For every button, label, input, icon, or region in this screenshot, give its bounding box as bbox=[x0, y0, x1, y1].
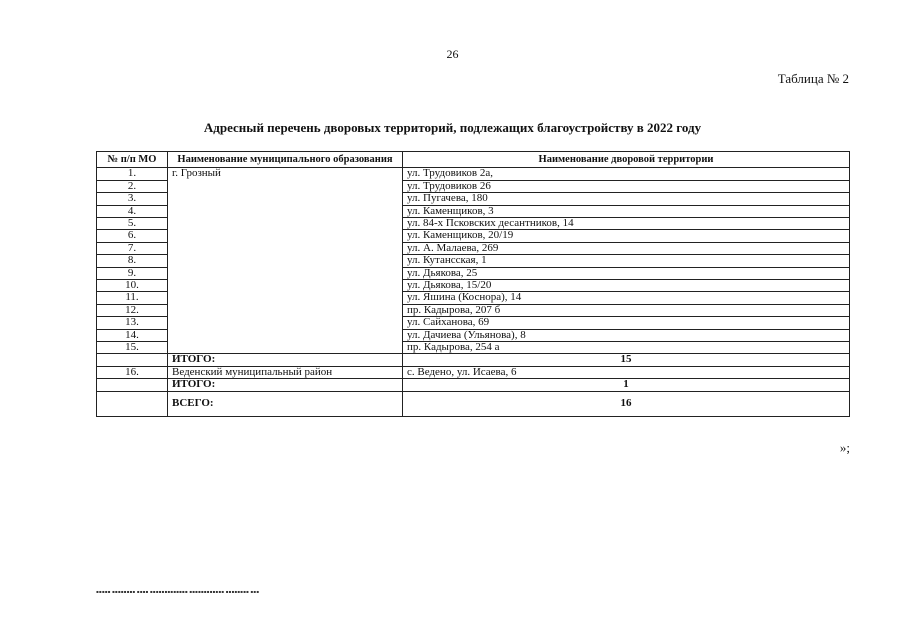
address-cell: ул. Кутансская, 1 bbox=[403, 255, 850, 267]
row-number: 10. bbox=[97, 280, 168, 292]
table-row bbox=[97, 168, 850, 180]
address-cell: с. Ведено, ул. Исаева, 6 bbox=[403, 366, 850, 378]
closing-quote-mark: »; bbox=[839, 440, 850, 455]
row-number: 7. bbox=[97, 242, 168, 254]
municipality-name: Веденский муниципальный район bbox=[168, 366, 403, 378]
table-header-row bbox=[97, 152, 850, 168]
address-cell: ул. Дьякова, 15/20 bbox=[403, 280, 850, 292]
address-cell: ул. Пугачева, 180 bbox=[403, 193, 850, 205]
group1-total-value: 15 bbox=[403, 354, 850, 366]
group2-total-label: ИТОГО: bbox=[168, 379, 403, 391]
row-number: 5. bbox=[97, 218, 168, 230]
group1-total-row bbox=[97, 354, 850, 366]
row-number: 4. bbox=[97, 205, 168, 217]
empty-cell bbox=[97, 379, 168, 391]
row-number: 2. bbox=[97, 180, 168, 192]
group1-total-label: ИТОГО: bbox=[168, 354, 403, 366]
municipality-name: г. Грозный bbox=[168, 168, 403, 354]
header-address: Наименование дворовой территории bbox=[403, 152, 850, 168]
address-cell: ул. Сайханова, 69 bbox=[403, 317, 850, 329]
address-table-container bbox=[96, 151, 850, 417]
row-number: 13. bbox=[97, 317, 168, 329]
empty-cell bbox=[97, 354, 168, 366]
group2-total-value: 1 bbox=[403, 379, 850, 391]
empty-cell bbox=[97, 391, 168, 416]
document-title: Адресный перечень дворовых территорий, подлежащих благоустройству в 2022 году bbox=[203, 120, 702, 135]
header-municipality: Наименование муниципального образования bbox=[168, 152, 403, 168]
page-number: 26 bbox=[446, 47, 459, 61]
grand-total-label: ВСЕГО: bbox=[168, 391, 403, 416]
header-num: № п/п МО bbox=[97, 152, 168, 168]
address-cell: ул. 84-х Псковских десантников, 14 bbox=[403, 218, 850, 230]
address-cell: пр. Кадырова, 207 б bbox=[403, 304, 850, 316]
address-cell: ул. Трудовиков 2а, bbox=[403, 168, 850, 180]
row-number: 9. bbox=[97, 267, 168, 279]
grand-total-value: 16 bbox=[403, 391, 850, 416]
row-number: 11. bbox=[97, 292, 168, 304]
address-cell: ул. Дьякова, 25 bbox=[403, 267, 850, 279]
address-cell: ул. Трудовиков 26 bbox=[403, 180, 850, 192]
row-number: 12. bbox=[97, 304, 168, 316]
row-number: 16. bbox=[97, 366, 168, 378]
address-cell: пр. Кадырова, 254 а bbox=[403, 342, 850, 354]
row-number: 6. bbox=[97, 230, 168, 242]
address-cell: ул. Каменщиков, 3 bbox=[403, 205, 850, 217]
row-number: 14. bbox=[97, 329, 168, 341]
group2-row bbox=[97, 366, 850, 378]
address-cell: ул. Дачиева (Ульянова), 8 bbox=[403, 329, 850, 341]
address-cell: ул. Яшина (Коснора), 14 bbox=[403, 292, 850, 304]
row-number: 8. bbox=[97, 255, 168, 267]
table-label: Таблица № 2 bbox=[777, 71, 849, 86]
row-number: 15. bbox=[97, 342, 168, 354]
address-cell: ул. А. Малаева, 269 bbox=[403, 242, 850, 254]
group2-total-row bbox=[97, 379, 850, 391]
row-number: 1. bbox=[97, 168, 168, 180]
footer-code: ▪▪▪▪▪ ▪▪▪▪▪▪▪▪ ▪▪▪▪ ▪▪▪▪▪▪▪▪▪▪▪▪▪ ▪▪▪▪▪▪▪▪▪▪▪▪ ▪▪▪▪▪▪▪▪ ▪▪▪ bbox=[96, 589, 260, 594]
grand-total-row bbox=[97, 391, 850, 416]
address-cell: ул. Каменщиков, 20/19 bbox=[403, 230, 850, 242]
row-number: 3. bbox=[97, 193, 168, 205]
address-table bbox=[96, 151, 850, 417]
table-body bbox=[97, 168, 850, 416]
